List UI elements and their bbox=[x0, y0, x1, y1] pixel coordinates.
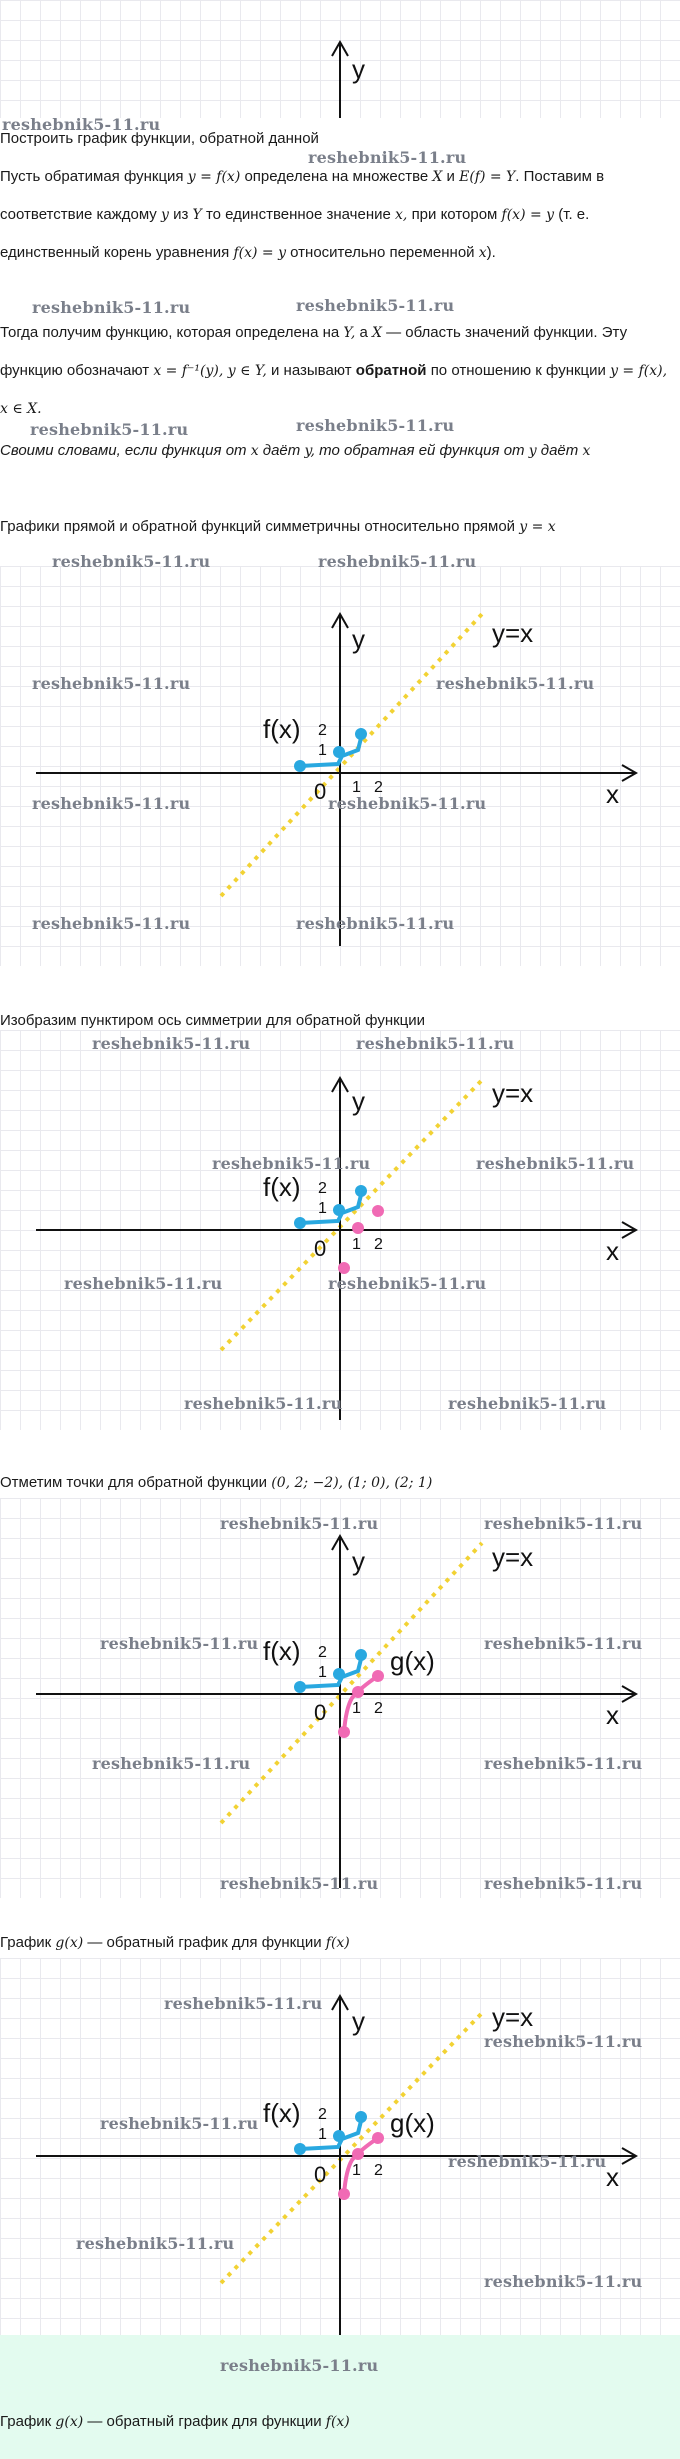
tick-label: 2 bbox=[374, 1700, 383, 1717]
text-run: то обратная ей функция от bbox=[319, 442, 525, 459]
text-run: — область значений функции. Эту функцию обозначают bbox=[0, 324, 628, 379]
tick-label: 1 bbox=[352, 2162, 361, 2179]
watermark: reshebnik5-11.ru bbox=[318, 552, 477, 571]
intro-paragraph bbox=[0, 158, 672, 272]
symmetry-line bbox=[221, 2013, 482, 2283]
watermark: reshebnik5-11.ru bbox=[308, 148, 467, 167]
watermark: reshebnik5-11.ru bbox=[220, 1514, 379, 1533]
math-run: x, bbox=[395, 207, 408, 223]
watermark: reshebnik5-11.ru bbox=[356, 1034, 515, 1053]
f-point bbox=[294, 2143, 306, 2155]
symmetry-line bbox=[221, 1080, 482, 1350]
text-run: определена на множестве bbox=[244, 168, 429, 185]
y-axis-label: y bbox=[352, 1546, 365, 1576]
text-run: Пусть обратимая функция bbox=[0, 168, 184, 185]
f-label: f(x) bbox=[263, 1172, 301, 1202]
g-point bbox=[338, 1726, 350, 1738]
watermark: reshebnik5-11.ru bbox=[92, 1034, 251, 1053]
g-point bbox=[338, 1262, 350, 1274]
g-label: g(x) bbox=[390, 1646, 435, 1676]
tick-label: 1 bbox=[352, 1236, 361, 1253]
f-label: f(x) bbox=[263, 714, 301, 744]
math-run: g(x) bbox=[55, 2414, 84, 2430]
g-point bbox=[338, 2188, 350, 2200]
text-run: ). bbox=[486, 244, 496, 261]
math-run: y bbox=[528, 443, 537, 459]
tick-label: 1 bbox=[318, 1200, 327, 1217]
text-run: по отношению к функции bbox=[430, 362, 606, 379]
x-axis-label: x bbox=[606, 1236, 619, 1266]
line-label: y=x bbox=[492, 2002, 534, 2032]
origin-label: 0 bbox=[314, 2162, 327, 2187]
text-run: Изобразим пунктиром ось симметрии для обратной функции bbox=[0, 1012, 426, 1029]
g-curve bbox=[344, 1676, 378, 1732]
line-label: y=x bbox=[492, 1542, 534, 1572]
watermark: reshebnik5-11.ru bbox=[296, 914, 455, 933]
math-run: f(x) bbox=[325, 1935, 350, 1951]
watermark: reshebnik5-11.ru bbox=[484, 1634, 643, 1653]
graph-3 bbox=[0, 1498, 680, 1898]
g-point bbox=[352, 1686, 364, 1698]
graph-1-svg bbox=[0, 566, 680, 966]
watermark: reshebnik5-11.ru bbox=[32, 298, 191, 317]
graph-1 bbox=[0, 566, 680, 966]
math-run: y = x bbox=[519, 519, 556, 535]
math-run: x = f⁻¹(y), y ∈ Y, bbox=[153, 363, 267, 379]
math-run: f(x) = y bbox=[501, 207, 555, 223]
g-point bbox=[352, 2148, 364, 2160]
f-point bbox=[333, 1204, 345, 1216]
math-run: (0, 2; −2), (1; 0), (2; 1) bbox=[271, 1475, 433, 1491]
watermark: reshebnik5-11.ru bbox=[328, 1274, 487, 1293]
watermark: reshebnik5-11.ru bbox=[52, 552, 211, 571]
watermark: reshebnik5-11.ru bbox=[220, 1874, 379, 1893]
text-run: Отметим точки для обратной функции bbox=[0, 1474, 268, 1491]
watermark: reshebnik5-11.ru bbox=[100, 1634, 259, 1653]
symmetry-paragraph bbox=[0, 508, 672, 546]
math-run: f(x) bbox=[325, 2414, 350, 2430]
text-run: Своими словами, если функция от bbox=[0, 442, 247, 459]
tick-label: 1 bbox=[318, 1664, 327, 1681]
watermark: reshebnik5-11.ru bbox=[76, 2234, 235, 2253]
math-run: E(f) = Y bbox=[459, 169, 516, 185]
f-point bbox=[294, 1217, 306, 1229]
tick-label: 1 bbox=[318, 742, 327, 759]
watermark: reshebnik5-11.ru bbox=[220, 2356, 379, 2375]
math-run: y, bbox=[304, 443, 315, 459]
text-run: при котором bbox=[411, 206, 498, 223]
f-point bbox=[333, 746, 345, 758]
graph-caption-2 bbox=[0, 2411, 672, 2433]
graph-2 bbox=[0, 1030, 680, 1430]
f-point bbox=[333, 1668, 345, 1680]
math-run: Y, bbox=[343, 325, 356, 341]
watermark: reshebnik5-11.ru bbox=[296, 416, 455, 435]
math-run: X bbox=[371, 325, 382, 341]
origin-label: 0 bbox=[314, 779, 327, 804]
then-paragraph bbox=[0, 314, 672, 428]
text-run: График bbox=[0, 2413, 52, 2430]
tick-label: 2 bbox=[374, 1236, 383, 1253]
watermark: reshebnik5-11.ru bbox=[476, 1154, 635, 1173]
symmetry-line bbox=[221, 614, 482, 896]
y-axis-label: y bbox=[352, 54, 365, 84]
watermark: reshebnik5-11.ru bbox=[484, 2032, 643, 2051]
text-run: даёт bbox=[262, 442, 301, 459]
line-label: y=x bbox=[492, 618, 534, 648]
watermark: reshebnik5-11.ru bbox=[484, 2272, 643, 2291]
graph-2-svg bbox=[0, 1030, 680, 1430]
x-axis-label: x bbox=[606, 2162, 619, 2192]
watermark: reshebnik5-11.ru bbox=[2, 115, 161, 134]
watermark: reshebnik5-11.ru bbox=[484, 1514, 643, 1533]
title-text: Построить график функции, обратной данной bbox=[0, 130, 319, 147]
watermark: reshebnik5-11.ru bbox=[448, 1394, 607, 1413]
f-curve bbox=[300, 734, 362, 766]
f-point bbox=[355, 728, 367, 740]
dash-paragraph bbox=[0, 1010, 672, 1032]
line-label: y=x bbox=[492, 1078, 534, 1108]
text-run: (т. е. единственный корень уравнения bbox=[0, 206, 590, 261]
tick-label: 1 bbox=[318, 2126, 327, 2143]
math-run: X bbox=[432, 169, 443, 185]
g-point bbox=[372, 2132, 384, 2144]
answer-footer bbox=[0, 2335, 680, 2459]
graph-3-svg bbox=[0, 1498, 680, 1898]
f-point bbox=[355, 1649, 367, 1661]
math-run: y = f(x) bbox=[187, 169, 241, 185]
x-axis-label: x bbox=[606, 1700, 619, 1730]
math-run: x bbox=[478, 245, 487, 261]
f-label: f(x) bbox=[263, 2098, 301, 2128]
tick-label: 1 bbox=[352, 779, 361, 796]
watermark: reshebnik5-11.ru bbox=[296, 296, 455, 315]
bold-term: обратной bbox=[355, 362, 427, 379]
tick-label: 2 bbox=[374, 779, 383, 796]
text-run: Графики прямой и обратной функций симметричны относительно прямой bbox=[0, 518, 516, 535]
text-run: Тогда получим функцию, которая определена на bbox=[0, 324, 340, 341]
g-point bbox=[372, 1205, 384, 1217]
f-point bbox=[294, 1681, 306, 1693]
f-point bbox=[333, 2130, 345, 2142]
math-run: g(x) bbox=[55, 1935, 84, 1951]
text-run: — обратный график для функции bbox=[87, 1934, 322, 1951]
watermark: reshebnik5-11.ru bbox=[448, 2152, 607, 2171]
origin-label: 0 bbox=[314, 1236, 327, 1261]
watermark: reshebnik5-11.ru bbox=[64, 1274, 223, 1293]
watermark: reshebnik5-11.ru bbox=[164, 1994, 323, 2013]
graph-caption-1 bbox=[0, 1932, 672, 1954]
f-point bbox=[355, 2111, 367, 2123]
tick-label: 2 bbox=[318, 1180, 327, 1197]
origin-label: 0 bbox=[314, 1700, 327, 1725]
watermark: reshebnik5-11.ru bbox=[484, 1754, 643, 1773]
g-point bbox=[352, 1222, 364, 1234]
tick-label: 2 bbox=[374, 2162, 383, 2179]
math-run: f(x) = y bbox=[233, 245, 286, 261]
watermark: reshebnik5-11.ru bbox=[30, 420, 189, 439]
g-point bbox=[372, 1670, 384, 1682]
symmetry-line bbox=[221, 1543, 482, 1823]
text-run: . Поставим в соответствие каждому bbox=[0, 168, 605, 223]
top-graph-fragment bbox=[0, 0, 680, 118]
watermark: reshebnik5-11.ru bbox=[92, 1754, 251, 1773]
text-run: а bbox=[359, 324, 368, 341]
text-run: График bbox=[0, 1934, 52, 1951]
watermark: reshebnik5-11.ru bbox=[436, 674, 595, 693]
f-curve bbox=[300, 1191, 362, 1223]
tick-label: 2 bbox=[318, 2106, 327, 2123]
math-run: x bbox=[250, 443, 259, 459]
watermark: reshebnik5-11.ru bbox=[100, 2114, 259, 2133]
watermark: reshebnik5-11.ru bbox=[484, 1874, 643, 1893]
text-run: даёт bbox=[540, 442, 579, 459]
text-run: и bbox=[446, 168, 455, 185]
text-run: то единственное значение bbox=[205, 206, 391, 223]
math-run: Y bbox=[192, 207, 202, 223]
f-point bbox=[355, 1185, 367, 1197]
text-run: — обратный график для функции bbox=[87, 2413, 322, 2430]
top-graph-svg bbox=[0, 0, 680, 118]
text-run: и называют bbox=[271, 362, 352, 379]
tick-label: 2 bbox=[318, 722, 327, 739]
y-axis-label: y bbox=[352, 2006, 365, 2036]
y-axis-label: y bbox=[352, 1086, 365, 1116]
watermark: reshebnik5-11.ru bbox=[32, 674, 191, 693]
text-run: из bbox=[173, 206, 189, 223]
tick-label: 2 bbox=[318, 1644, 327, 1661]
watermark: reshebnik5-11.ru bbox=[328, 794, 487, 813]
points-paragraph bbox=[0, 1472, 672, 1494]
f-label: f(x) bbox=[263, 1636, 301, 1666]
f-point bbox=[294, 760, 306, 772]
tick-label: 1 bbox=[352, 1700, 361, 1717]
math-run: x bbox=[582, 443, 591, 459]
y-axis-label: y bbox=[352, 624, 365, 654]
text-run: относительно переменной bbox=[290, 244, 475, 261]
watermark: reshebnik5-11.ru bbox=[212, 1154, 371, 1173]
watermark: reshebnik5-11.ru bbox=[32, 914, 191, 933]
watermark: reshebnik5-11.ru bbox=[32, 794, 191, 813]
g-label: g(x) bbox=[390, 2108, 435, 2138]
math-run: y bbox=[160, 207, 169, 223]
x-axis-label: x bbox=[606, 779, 619, 809]
g-curve bbox=[344, 2138, 378, 2194]
math-run: y = f(x), x ∈ X. bbox=[0, 363, 668, 417]
watermark: reshebnik5-11.ru bbox=[184, 1394, 343, 1413]
